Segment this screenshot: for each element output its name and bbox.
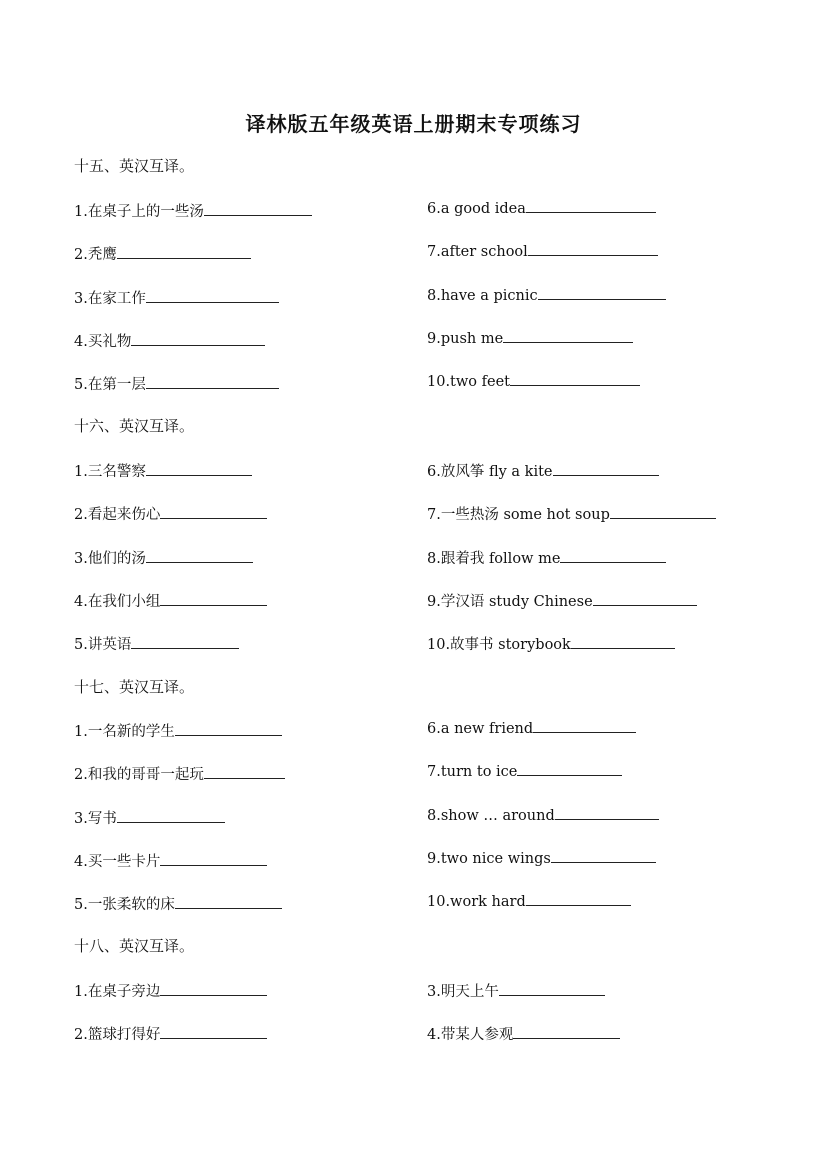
page-title: 译林版五年级英语上册期末专项练习	[245, 112, 582, 136]
exercise-item: 2.和我的哥哥一起玩	[74, 763, 285, 784]
answer-blank[interactable]	[503, 330, 633, 343]
exercise-item: 3.他们的汤	[74, 547, 253, 568]
exercise-item: 6.a new friend	[427, 720, 636, 737]
exercise-item: 8.跟着我 follow me	[427, 547, 666, 568]
exercise-item: 7.一些热汤 some hot soup	[427, 503, 716, 524]
exercise-item: 9.学汉语 study Chinese	[427, 590, 697, 611]
exercise-item: 7.turn to ice	[427, 763, 622, 780]
exercise-item: 5.一张柔软的床	[74, 893, 282, 914]
answer-blank[interactable]	[560, 550, 666, 563]
answer-blank[interactable]	[551, 850, 656, 863]
answer-blank[interactable]	[555, 807, 659, 820]
answer-blank[interactable]	[593, 593, 697, 606]
answer-blank[interactable]	[160, 1026, 267, 1039]
exercise-item: 3.在家工作	[74, 287, 279, 308]
exercise-item: 2.篮球打得好	[74, 1023, 267, 1044]
answer-blank[interactable]	[204, 766, 285, 779]
answer-blank[interactable]	[146, 376, 279, 389]
answer-blank[interactable]	[528, 243, 658, 256]
answer-blank[interactable]	[499, 983, 605, 996]
answer-blank[interactable]	[117, 810, 225, 823]
answer-blank[interactable]	[533, 720, 636, 733]
exercise-item: 2.秃鹰	[74, 243, 251, 264]
exercise-item: 1.在桌子上的一些汤	[74, 200, 312, 221]
answer-blank[interactable]	[204, 203, 312, 216]
answer-blank[interactable]	[571, 636, 675, 649]
exercise-item: 10.two feet	[427, 373, 640, 390]
exercise-item: 4.在我们小组	[74, 590, 267, 611]
answer-blank[interactable]	[146, 463, 252, 476]
answer-blank[interactable]	[146, 290, 279, 303]
exercise-item: 8.have a picnic	[427, 287, 666, 304]
exercise-item: 4.买礼物	[74, 330, 265, 351]
exercise-item: 5.讲英语	[74, 633, 239, 654]
exercise-item: 4.买一些卡片	[74, 850, 267, 871]
exercise-item: 7.after school	[427, 243, 658, 260]
section-heading-16: 十六、英汉互译。	[74, 417, 195, 435]
answer-blank[interactable]	[610, 506, 716, 519]
exercise-item: 2.看起来伤心	[74, 503, 267, 524]
answer-blank[interactable]	[175, 723, 282, 736]
exercise-item: 4.带某人参观	[427, 1023, 620, 1044]
answer-blank[interactable]	[160, 506, 267, 519]
answer-blank[interactable]	[160, 593, 267, 606]
exercise-item: 6.a good idea	[427, 200, 656, 217]
section-heading-18: 十八、英汉互译。	[74, 937, 195, 955]
answer-blank[interactable]	[517, 763, 622, 776]
answer-blank[interactable]	[526, 200, 656, 213]
exercise-item: 1.三名警察	[74, 460, 252, 481]
exercise-item: 3.写书	[74, 807, 225, 828]
answer-blank[interactable]	[175, 896, 282, 909]
exercise-item: 10.故事书 storybook	[427, 633, 675, 654]
exercise-item: 5.在第一层	[74, 373, 279, 394]
section-heading-17: 十七、英汉互译。	[74, 678, 195, 696]
answer-blank[interactable]	[160, 983, 267, 996]
exercise-item: 9.two nice wings	[427, 850, 656, 867]
answer-blank[interactable]	[526, 893, 631, 906]
exercise-item: 10.work hard	[427, 893, 631, 910]
exercise-item: 1.一名新的学生	[74, 720, 282, 741]
answer-blank[interactable]	[553, 463, 659, 476]
answer-blank[interactable]	[117, 246, 251, 259]
exercise-item: 3.明天上午	[427, 980, 605, 1001]
answer-blank[interactable]	[513, 1026, 620, 1039]
answer-blank[interactable]	[538, 287, 666, 300]
exercise-item: 6.放风筝 fly a kite	[427, 460, 659, 481]
exercise-item: 9.push me	[427, 330, 633, 347]
answer-blank[interactable]	[160, 853, 267, 866]
section-heading-15: 十五、英汉互译。	[74, 157, 195, 175]
answer-blank[interactable]	[510, 373, 640, 386]
exercise-item: 8.show … around	[427, 807, 659, 824]
answer-blank[interactable]	[131, 636, 239, 649]
exercise-item: 1.在桌子旁边	[74, 980, 267, 1001]
answer-blank[interactable]	[146, 550, 253, 563]
answer-blank[interactable]	[131, 333, 265, 346]
